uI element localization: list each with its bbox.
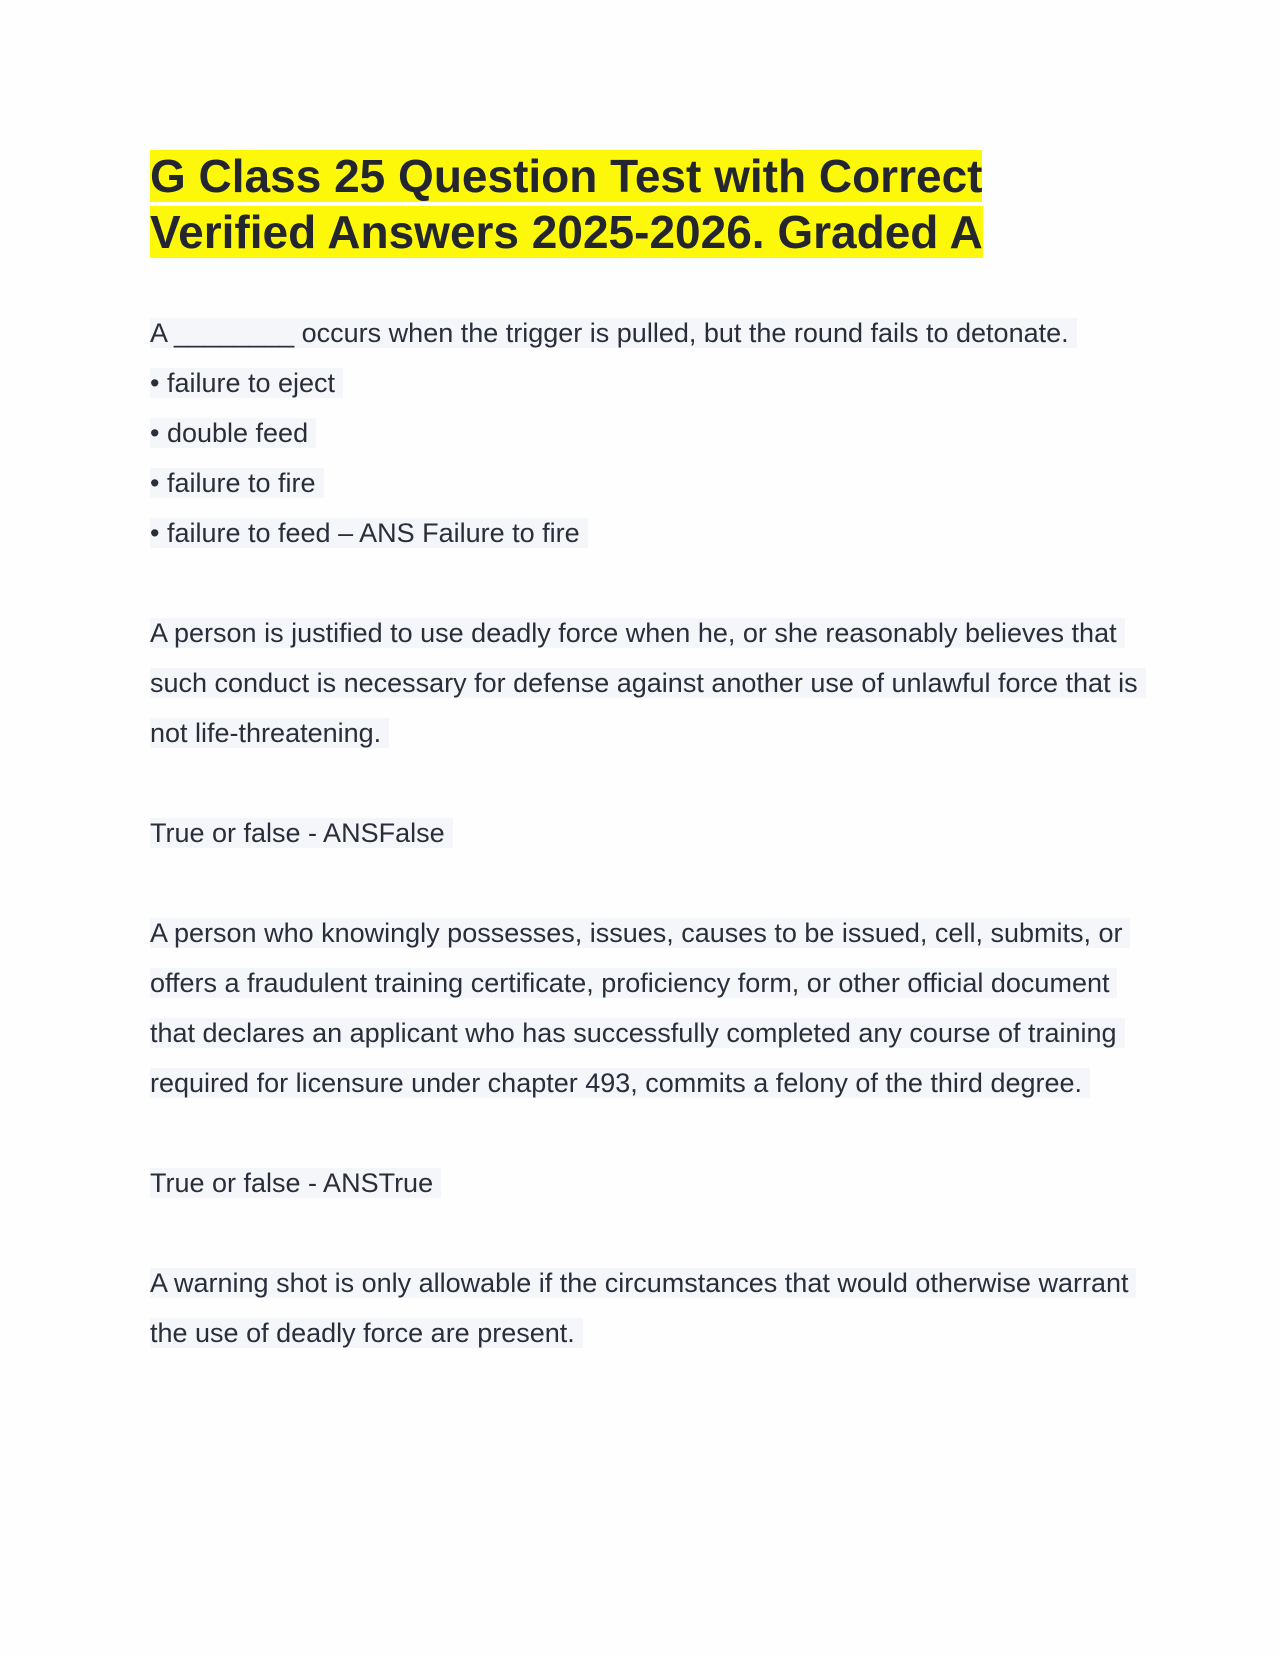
question-2-stem: A person is justified to use deadly force when he, or she reasonably believes that such conduct is necessary for defense against another use of unlawful force that is not life-threatening. (150, 618, 1146, 748)
question-3 (150, 908, 1140, 1208)
question-2-text (150, 608, 1140, 758)
question-4 (150, 1258, 1140, 1358)
spacer (150, 758, 1140, 808)
question-3-answer (150, 1158, 1140, 1208)
question-1-option (150, 458, 1140, 508)
question-1-text (150, 308, 1140, 358)
question-3-text (150, 908, 1140, 1108)
option-text: • failure to feed – ANS Failure to fire (150, 518, 588, 548)
spacer (150, 558, 1140, 608)
spacer (150, 858, 1140, 908)
question-2-answer (150, 808, 1140, 858)
question-4-stem: A warning shot is only allowable if the circumstances that would otherwise warrant the use of deadly force are present. (150, 1268, 1136, 1348)
spacer (150, 1108, 1140, 1158)
question-3-stem: A person who knowingly possesses, issues, causes to be issued, cell, submits, or offers a fraudulent training certificate, proficiency form, or other official document that declares an applicant who has successfully completed any course of training required for licensure under chapter 493, commits a felony of the third degree. (150, 918, 1130, 1098)
option-text: • failure to eject (150, 368, 343, 398)
question-4-text (150, 1258, 1140, 1358)
question-1-option (150, 358, 1140, 408)
spacer (150, 1208, 1140, 1258)
question-1-option-answer (150, 508, 1140, 558)
document-title (150, 148, 1140, 260)
option-text: • double feed (150, 418, 316, 448)
title-text: G Class 25 Question Test with Correct Verified Answers 2025-2026. Graded A (150, 150, 983, 258)
question-1-option (150, 408, 1140, 458)
question-1 (150, 308, 1140, 558)
answer-text: True or false - ANSTrue (150, 1168, 441, 1198)
option-text: • failure to fire (150, 468, 324, 498)
question-1-stem: A ________ occurs when the trigger is pulled, but the round fails to detonate. (150, 318, 1077, 348)
question-2 (150, 608, 1140, 858)
document-content (150, 148, 1140, 1358)
answer-text: True or false - ANSFalse (150, 818, 453, 848)
